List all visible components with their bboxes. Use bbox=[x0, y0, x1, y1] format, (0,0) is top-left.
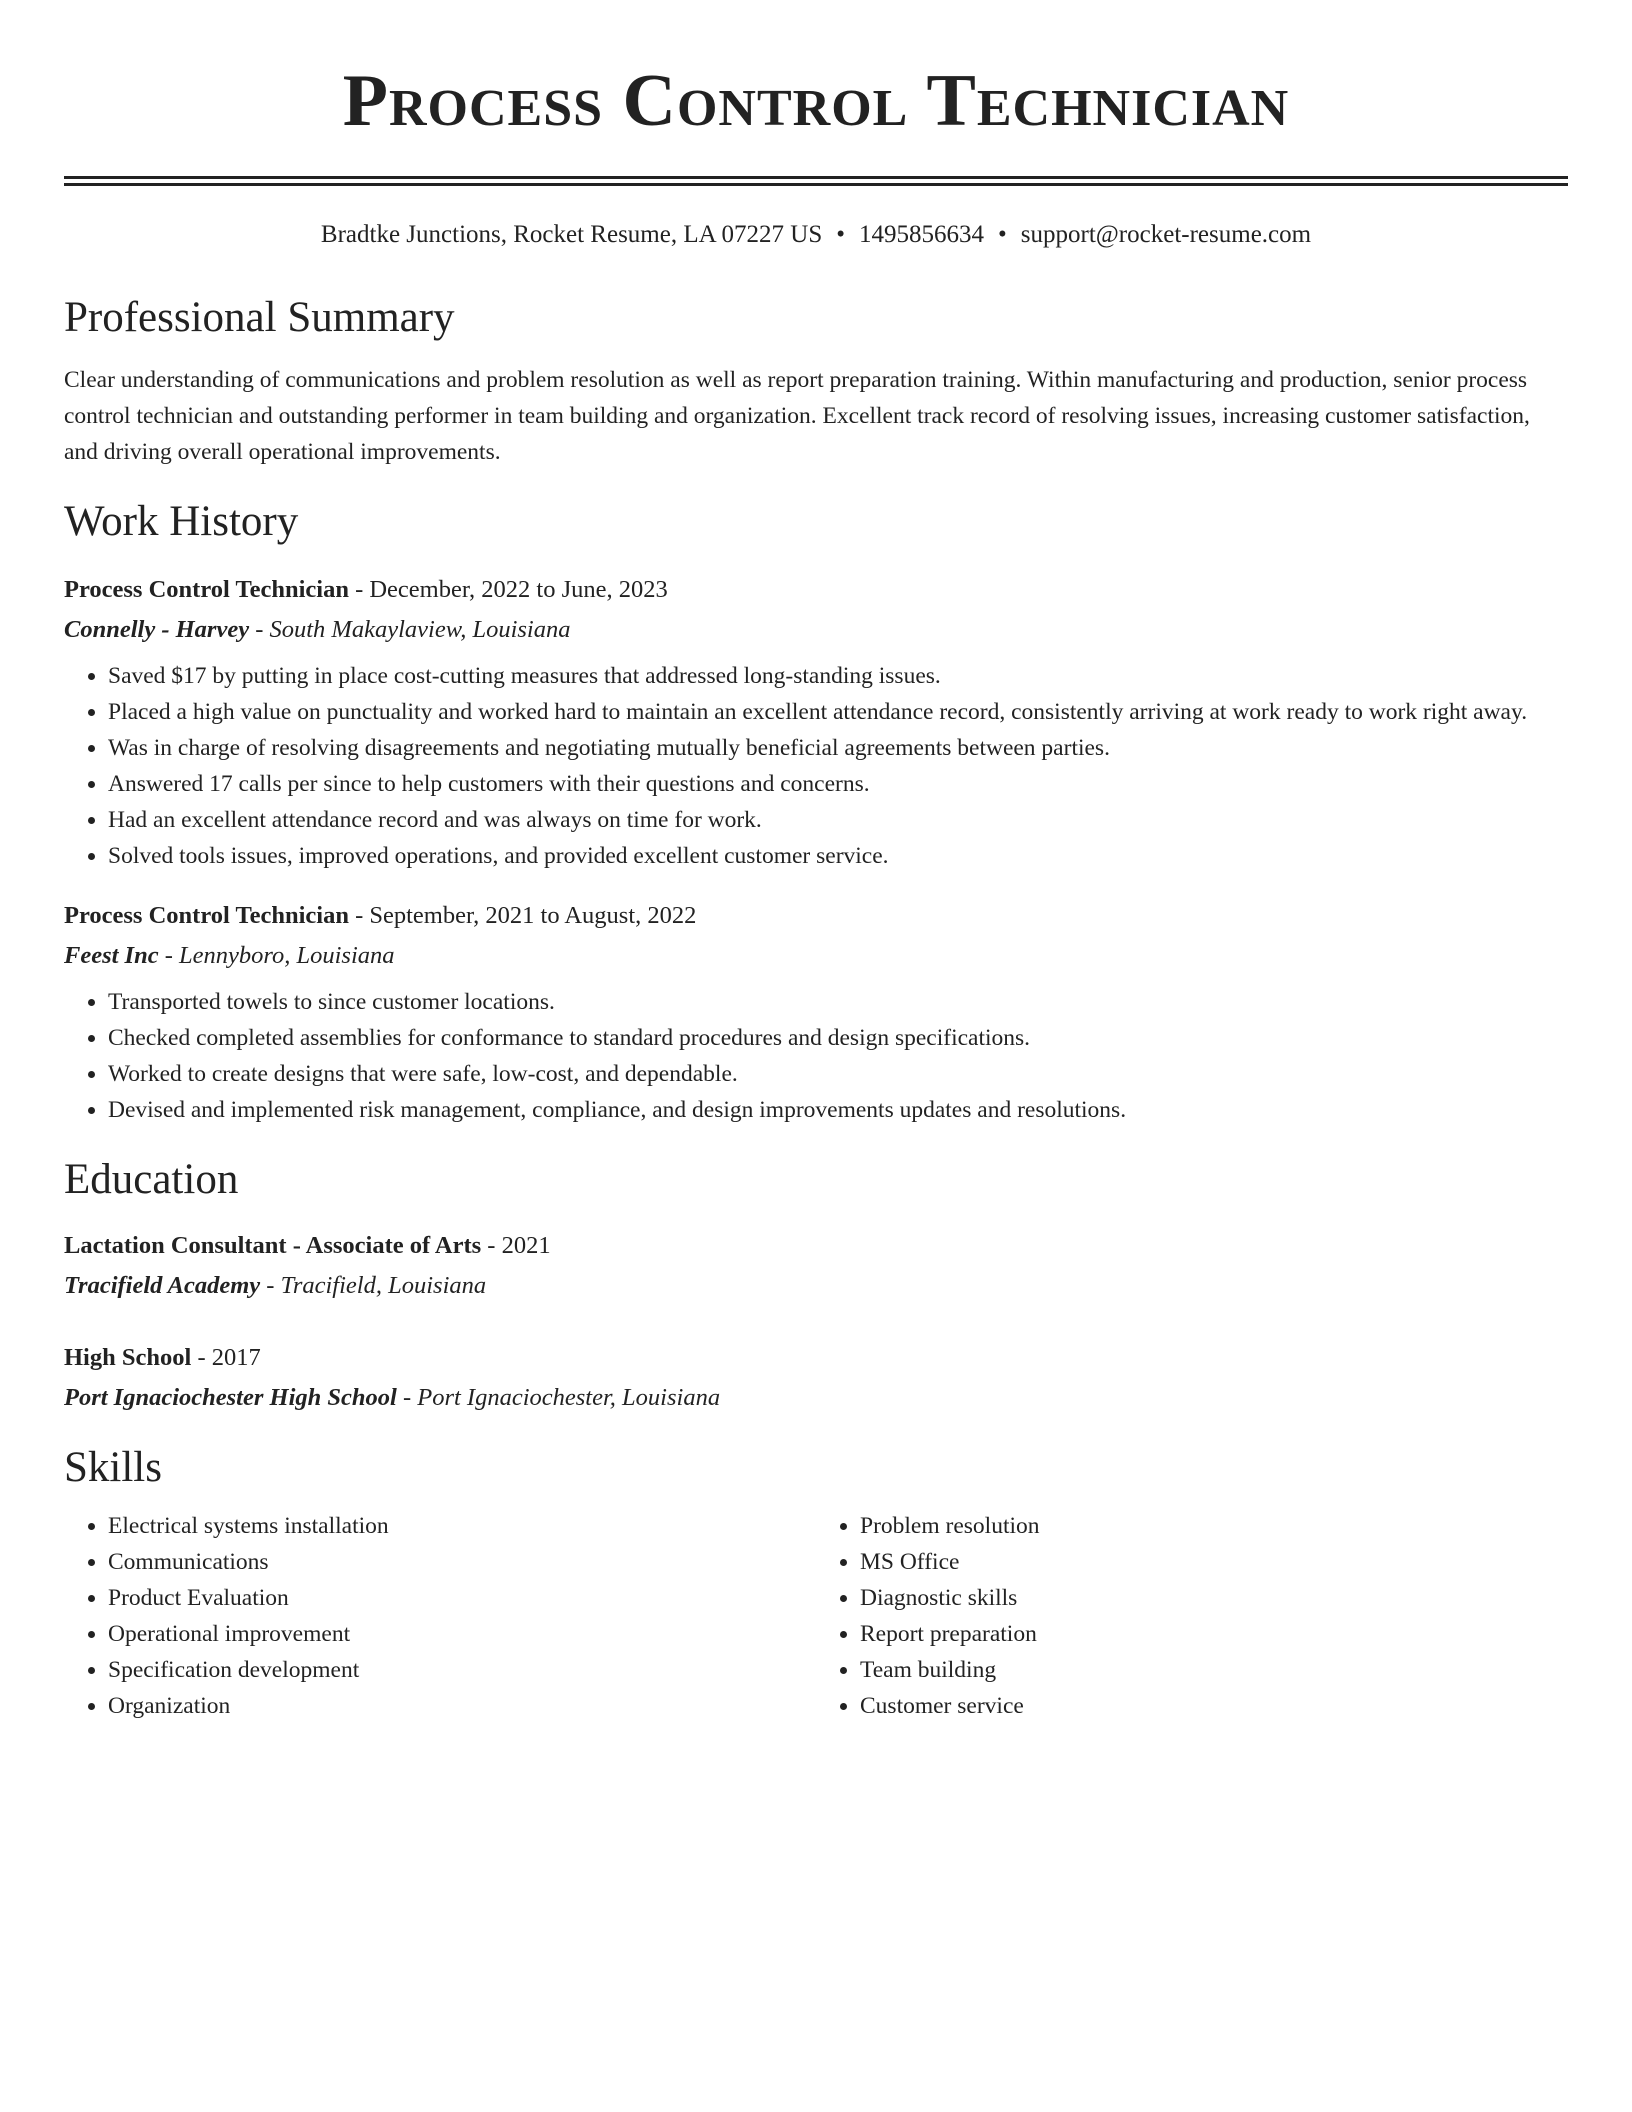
education-heading: Education bbox=[64, 1156, 239, 1203]
education-school-line bbox=[64, 1380, 1568, 1416]
education-school: Tracifield Academy bbox=[64, 1272, 261, 1299]
skill-item: • Specification development bbox=[108, 1652, 816, 1688]
job-bullet: • Answered 17 calls per since to help customers with their questions and concerns. bbox=[108, 766, 1568, 802]
education-degree: Lactation Consultant - Associate of Arts bbox=[64, 1232, 482, 1259]
job-entry bbox=[64, 898, 1568, 1128]
job-dates: - December, 2022 to June, 2023 bbox=[348, 576, 668, 603]
job-company: Feest Inc bbox=[64, 942, 159, 969]
job-title-line bbox=[64, 572, 1568, 608]
job-bullet: • Had an excellent attendance record and was always on time for work. bbox=[108, 802, 1568, 838]
job-bullet: • Placed a high value on punctuality and worked hard to maintain an excellent attendance record, consistently arriving at work ready to work right away. bbox=[108, 694, 1568, 730]
job-location: - South Makaylaview, Louisiana bbox=[249, 616, 571, 643]
job-dates: - September, 2021 to August, 2022 bbox=[348, 902, 697, 929]
skills-right-column bbox=[816, 1508, 1568, 1724]
skill-item: • Communications bbox=[108, 1544, 816, 1580]
job-bullet: • Was in charge of resolving disagreements and negotiating mutually beneficial agreements between parties. bbox=[108, 730, 1568, 766]
education-entry bbox=[64, 1340, 1568, 1416]
summary-heading: Professional Summary bbox=[64, 294, 455, 341]
job-bullet: • Solved tools issues, improved operations, and provided excellent customer service. bbox=[108, 838, 1568, 874]
education-entry bbox=[64, 1228, 1568, 1304]
job-title: Process Control Technician bbox=[64, 576, 349, 603]
job-company-line bbox=[64, 938, 1568, 974]
skills-heading: Skills bbox=[64, 1444, 162, 1491]
job-title: Process Control Technician bbox=[64, 902, 349, 929]
skill-item: • MS Office bbox=[860, 1544, 1568, 1580]
skill-item: • Customer service bbox=[860, 1688, 1568, 1724]
job-bullet: • Worked to create designs that were safe, low-cost, and dependable. bbox=[108, 1056, 1568, 1092]
skill-item: • Organization bbox=[108, 1688, 816, 1724]
contact-phone: 1495856634 bbox=[859, 221, 985, 248]
contact-separator: • bbox=[836, 221, 846, 248]
job-bullets bbox=[64, 984, 1568, 1128]
job-bullet: • Checked completed assemblies for conformance to standard procedures and design specifications. bbox=[108, 1020, 1568, 1056]
job-company-line bbox=[64, 612, 1568, 648]
skill-item: • Report preparation bbox=[860, 1616, 1568, 1652]
skill-item: • Operational improvement bbox=[108, 1616, 816, 1652]
education-location: - Tracifield, Louisiana bbox=[260, 1272, 487, 1299]
education-school-line bbox=[64, 1268, 1568, 1304]
job-bullet: • Devised and implemented risk management, compliance, and design improvements updates and resolutions. bbox=[108, 1092, 1568, 1128]
education-year: - 2017 bbox=[191, 1344, 261, 1371]
resume-name: Process Control Technician bbox=[342, 60, 1290, 142]
summary-text: Clear understanding of communications and problem resolution as well as report preparation training. Within manufacturing and production, senior process control technician and outstanding performer in team building and organization. Excellent track record of resolving issues, increasing customer satisfaction, and driving overall operational improvements. bbox=[64, 367, 1530, 465]
header-double-rule bbox=[64, 176, 1568, 186]
job-bullets bbox=[64, 658, 1568, 874]
education-degree: High School bbox=[64, 1344, 192, 1371]
work-history-heading: Work History bbox=[64, 498, 299, 545]
education-school: Port Ignaciochester High School bbox=[64, 1384, 397, 1411]
skill-item: • Product Evaluation bbox=[108, 1580, 816, 1616]
contact-line bbox=[64, 218, 1568, 252]
job-location: - Lennyboro, Louisiana bbox=[158, 942, 395, 969]
job-bullet: • Saved $17 by putting in place cost-cutting measures that addressed long-standing issues. bbox=[108, 658, 1568, 694]
skills-columns bbox=[64, 1508, 1568, 1724]
skill-item: • Problem resolution bbox=[860, 1508, 1568, 1544]
education-degree-line bbox=[64, 1340, 1568, 1376]
contact-email: support@rocket-resume.com bbox=[1020, 221, 1312, 248]
job-bullet: • Transported towels to since customer locations. bbox=[108, 984, 1568, 1020]
job-entry bbox=[64, 572, 1568, 874]
skills-left-column bbox=[64, 1508, 816, 1724]
skill-item: • Electrical systems installation bbox=[108, 1508, 816, 1544]
skill-item: • Team building bbox=[860, 1652, 1568, 1688]
education-location: - Port Ignaciochester, Louisiana bbox=[396, 1384, 721, 1411]
education-degree-line bbox=[64, 1228, 1568, 1264]
job-title-line bbox=[64, 898, 1568, 934]
education-year: - 2021 bbox=[481, 1232, 551, 1259]
job-company: Connelly - Harvey bbox=[64, 616, 250, 643]
contact-separator: • bbox=[998, 221, 1007, 248]
contact-address: Bradtke Junctions, Rocket Resume, LA 07227 US bbox=[320, 221, 823, 248]
skill-item: • Diagnostic skills bbox=[860, 1580, 1568, 1616]
